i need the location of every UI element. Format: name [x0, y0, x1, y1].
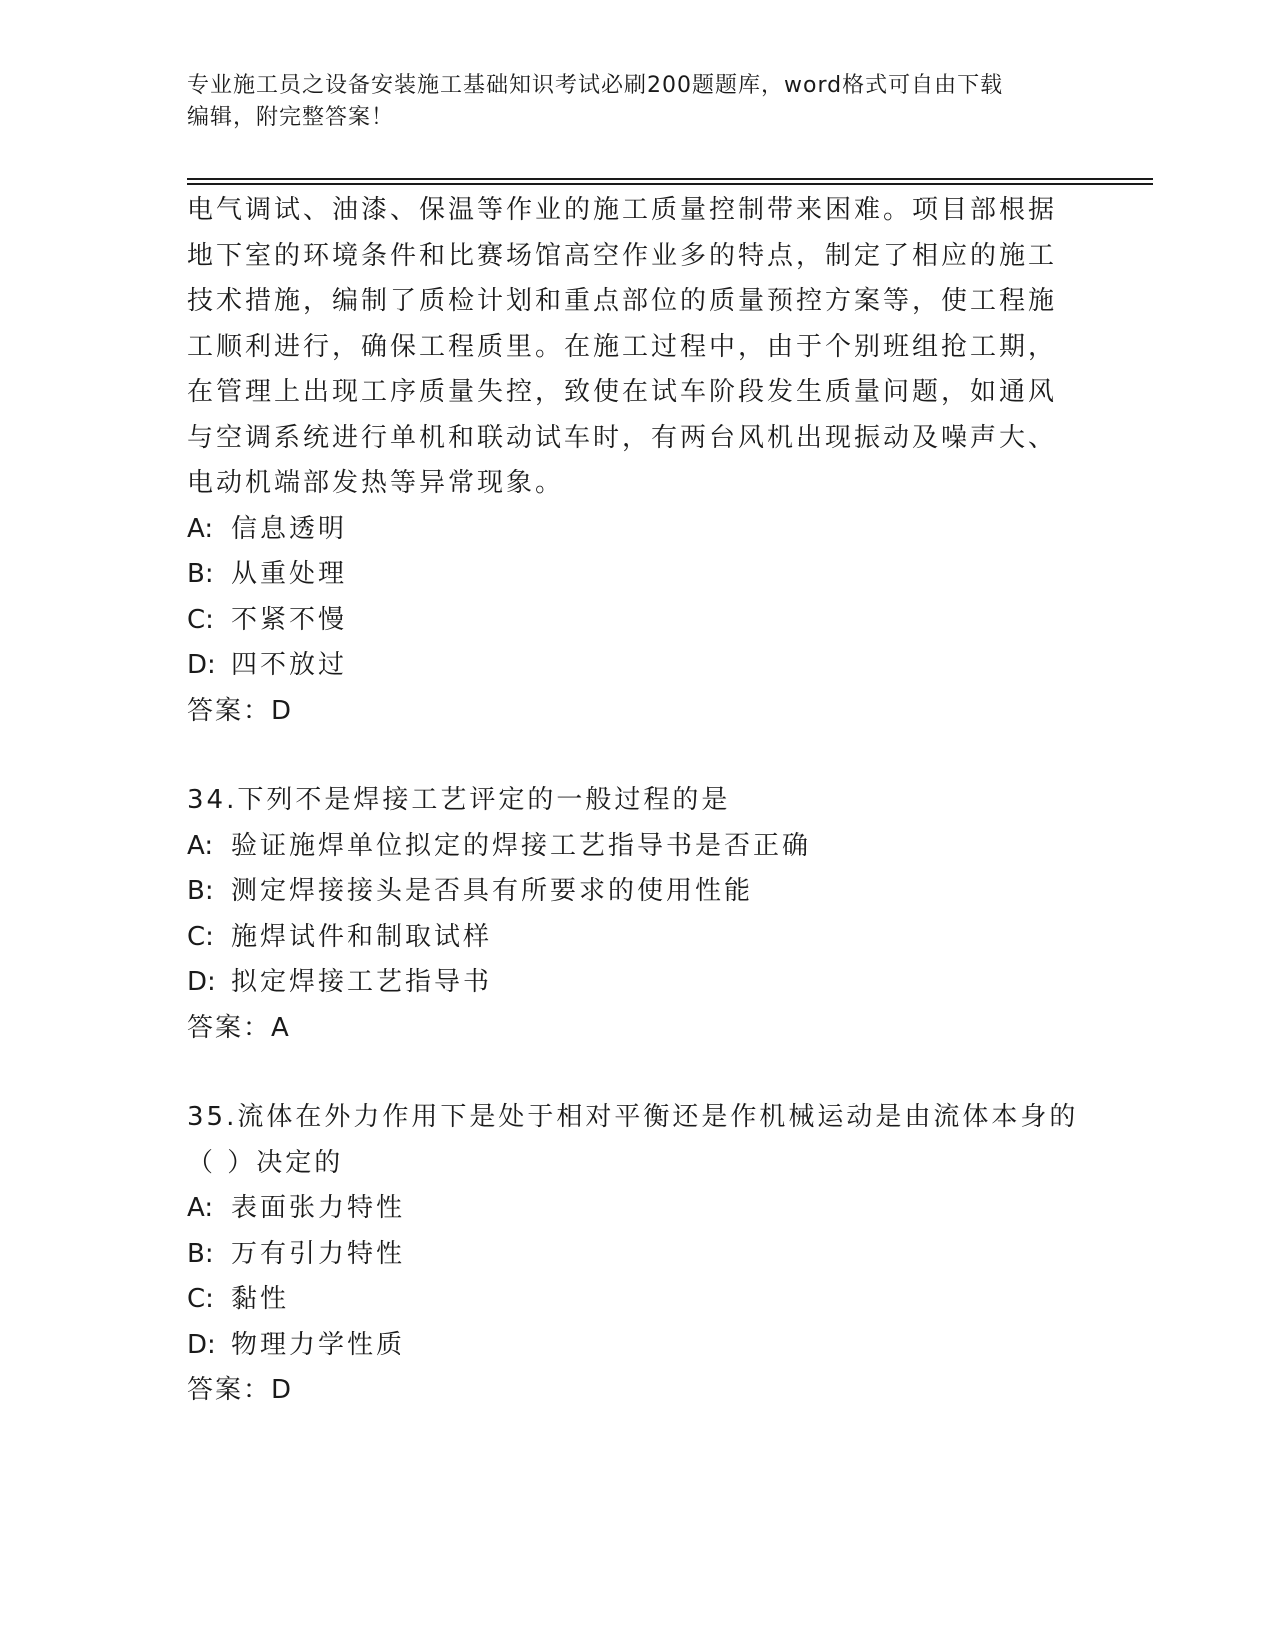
stem-line: 地下室的环境条件和比赛场馆高空作业多的特点，制定了相应的施工: [187, 240, 1058, 271]
option-a: [187, 824, 1087, 870]
option-text: 表面张力特性: [231, 1193, 406, 1223]
option-text: 黏性: [231, 1284, 290, 1314]
option-d: [187, 643, 1087, 689]
option-text: 拟定焊接工艺指导书: [231, 967, 493, 997]
question-stem: 34.下列不是焊接工艺评定的一般过程的是: [187, 785, 731, 815]
option-text: 信息透明: [231, 513, 348, 544]
question-35: [187, 1095, 1087, 1414]
question-stem-line: 35.流体在外力作用下是处于相对平衡还是作机械运动是由流体本身的: [187, 1102, 1079, 1132]
answer-line: 答案：D: [187, 695, 294, 726]
option-b: [187, 869, 1087, 915]
document-header: [187, 70, 1087, 134]
option-a: [187, 1186, 1087, 1232]
option-letter: C:: [187, 921, 214, 952]
option-letter: A:: [187, 1193, 214, 1223]
option-c: [187, 598, 1087, 644]
document-body: [187, 188, 1087, 1414]
option-text: 四不放过: [231, 650, 348, 680]
option-text: 万有引力特性: [231, 1238, 406, 1269]
stem-line: 工顺利进行，确保工程质里。在施工过程中，由于个别班组抢工期，: [187, 331, 1058, 362]
stem-line: 在管理上出现工序质量失控，致使在试车阶段发生质量问题，如通风: [187, 377, 1058, 407]
stem-line: 电气调试、油漆、保温等作业的施工质量控制带来困难。项目部根据: [187, 195, 1058, 225]
question-34: [187, 778, 1087, 1051]
answer-line: 答案：D: [187, 1375, 294, 1405]
header-divider-bottom: [187, 183, 1153, 185]
option-text: 从重处理: [231, 559, 348, 589]
stem-line: 电动机端部发热等异常现象。: [187, 468, 565, 498]
option-b: [187, 552, 1087, 598]
stem-line: 技术措施，编制了质检计划和重点部位的质量预控方案等，使工程施: [187, 286, 1058, 316]
answer-line: 答案：A: [187, 1012, 291, 1043]
question-33: [187, 188, 1087, 734]
option-text: 测定焊接接头是否具有所要求的使用性能: [231, 876, 754, 906]
option-letter: A:: [187, 830, 214, 861]
question-stem: [187, 188, 1087, 507]
option-text: 验证施焊单位拟定的焊接工艺指导书是否正确: [231, 830, 812, 861]
option-c: [187, 1277, 1087, 1323]
header-line-2: 编辑，附完整答案！: [187, 105, 395, 130]
option-letter: B:: [187, 559, 214, 589]
option-a: [187, 507, 1087, 553]
option-letter: C:: [187, 1284, 214, 1314]
option-text: 不紧不慢: [231, 604, 348, 635]
option-d: [187, 960, 1087, 1006]
option-letter: B:: [187, 876, 214, 906]
option-letter: D:: [187, 967, 216, 997]
option-text: 施焊试件和制取试样: [231, 921, 493, 952]
option-letter: A:: [187, 513, 214, 544]
option-text: 物理力学性质: [231, 1329, 406, 1360]
option-letter: B:: [187, 1238, 214, 1269]
stem-line: 与空调系统进行单机和联动试车时，有两台风机出现振动及噪声大、: [187, 422, 1058, 453]
option-letter: C:: [187, 604, 214, 635]
header-divider-top: [187, 178, 1153, 180]
question-stem-line: （ ）决定的: [187, 1147, 344, 1178]
option-b: [187, 1232, 1087, 1278]
header-line-1: 专业施工员之设备安装施工基础知识考试必刷200题题库，word格式可自由下载: [187, 73, 1004, 98]
option-letter: D:: [187, 650, 216, 680]
option-d: [187, 1323, 1087, 1369]
option-letter: D:: [187, 1329, 216, 1360]
option-c: [187, 915, 1087, 961]
